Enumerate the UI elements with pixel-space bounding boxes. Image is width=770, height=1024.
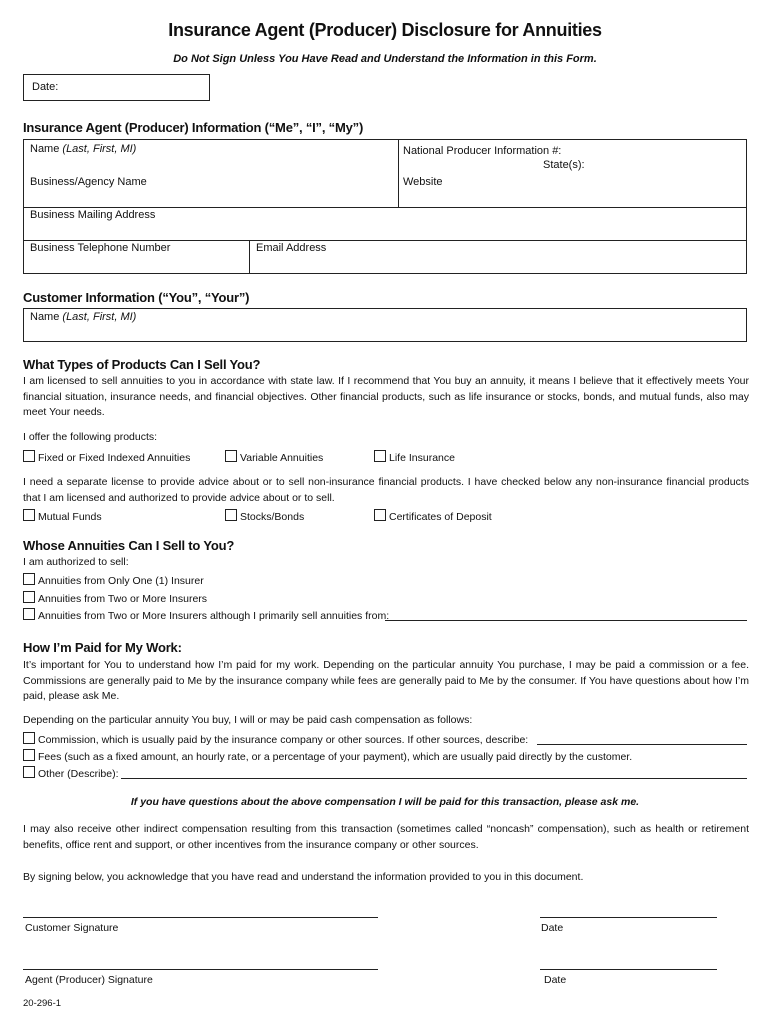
whose-intro: I am authorized to sell: [23, 556, 129, 568]
website-label[interactable]: Website [403, 176, 443, 188]
agent-date-line[interactable] [540, 969, 717, 970]
option-mutual-funds[interactable]: Mutual Funds [23, 509, 102, 523]
acknowledge-text: By signing below, you acknowledge that you have read and understand the information provided to you in this document. [23, 871, 584, 883]
checkbox[interactable] [23, 573, 35, 585]
customer-heading: Customer Information (“You”, “Your”) [23, 290, 250, 305]
customer-name-hint: (Last, First, MI) [62, 311, 137, 323]
indirect-compensation-text: I may also receive other indirect compensation resulting from this transaction (sometimes called “noncash” compensation), such as health or retirement benefits, office rent and support, or other incentives from the insurance company or other sources. [23, 823, 749, 851]
products-heading: What Types of Products Can I Sell You? [23, 357, 261, 372]
option-certificates-of-deposit[interactable]: Certificates of Deposit [374, 509, 492, 523]
agent-name-field[interactable] [30, 143, 136, 155]
state-label: State(s): [543, 159, 585, 171]
agent-signature-line[interactable] [23, 969, 378, 970]
customer-name-text [30, 311, 136, 323]
agent-signature-label: Agent (Producer) Signature [25, 974, 153, 986]
depending-text: Depending on the particular annuity You buy, I will or may be paid cash compensation as follows: [23, 714, 473, 726]
form-number: 20-296-1 [23, 998, 62, 1009]
page-title: Insurance Agent (Producer) Disclosure for Annuities [168, 20, 602, 40]
npn-label: National Producer Information #: [403, 145, 562, 157]
option-other[interactable]: Other (Describe): [23, 766, 119, 780]
option-life-insurance[interactable]: Life Insurance [374, 450, 455, 464]
npn-field[interactable] [403, 143, 603, 159]
option-stocks-bonds[interactable]: Stocks/Bonds [225, 509, 304, 523]
paid-heading: How I’m Paid for My Work: [23, 640, 182, 655]
customer-date-line[interactable] [540, 917, 717, 918]
checkbox[interactable] [23, 509, 35, 521]
date-field[interactable] [23, 74, 210, 101]
customer-date-label: Date [541, 922, 564, 934]
products-intro: I am licensed to sell annuities to you in accordance with state law. If I recommend that You buy an annuity, it means I believe that it effectively meets Your financial situation, insurance needs, and financial objectives. Other financial products, such as life insurance or stocks, bonds, and mutual funds, also may meet Your needs. [23, 375, 749, 418]
option-fees[interactable]: Fees (such as a fixed amount, an hourly rate, or a percentage of your payment), which are usually paid directly by the customer. [23, 749, 632, 763]
primary-insurer-line[interactable] [385, 620, 747, 621]
checkbox[interactable] [23, 749, 35, 761]
checkbox[interactable] [23, 591, 35, 603]
date-label: Date: [32, 81, 59, 93]
business-name-label[interactable]: Business/Agency Name [30, 176, 147, 188]
checkbox[interactable] [23, 450, 35, 462]
agent-name-hint: (Last, First, MI) [62, 143, 137, 155]
phone-label[interactable]: Business Telephone Number [30, 242, 171, 254]
other-describe-line[interactable] [121, 778, 747, 779]
option-variable-annuities[interactable]: Variable Annuities [225, 450, 323, 464]
paid-intro: It’s important for You to understand how I’m paid for my work. Depending on the particular annuity You purchase, I may be paid a commission or a fee. Commissions are generally paid to Me by the insurance company while fees are generally paid to Me by the consumer. If You have questions about how I’m paid, please ask Me. [23, 659, 749, 702]
customer-signature-label: Customer Signature [25, 922, 119, 934]
option-commission[interactable]: Commission, which is usually paid by the insurance company or other sources. If other sources, describe: [23, 732, 528, 746]
customer-signature-line[interactable] [23, 917, 378, 918]
customer-name-label: Name [30, 311, 60, 323]
checkbox[interactable] [374, 509, 386, 521]
questions-note: If you have questions about the above compensation I will be paid for this transaction, please ask me. [130, 796, 640, 808]
agent-heading: Insurance Agent (Producer) Information (“Me”, “I”, “My”) [23, 120, 364, 135]
checkbox[interactable] [225, 509, 237, 521]
option-primarily-sell[interactable]: Annuities from Two or More Insurers although I primarily sell annuities from: [23, 608, 389, 622]
commission-describe-line[interactable] [537, 744, 747, 745]
agent-name-label: Name [30, 143, 60, 155]
checkbox[interactable] [374, 450, 386, 462]
mailing-address-label[interactable]: Business Mailing Address [30, 209, 156, 221]
whose-heading: Whose Annuities Can I Sell to You? [23, 538, 235, 553]
option-fixed-annuities[interactable]: Fixed or Fixed Indexed Annuities [23, 450, 190, 464]
agent-date-label: Date [544, 974, 567, 986]
checkbox[interactable] [23, 608, 35, 620]
email-label[interactable]: Email Address [256, 242, 327, 254]
page-subtitle: Do Not Sign Unless You Have Read and Understand the Information in this Form. [173, 53, 597, 65]
option-one-insurer[interactable]: Annuities from Only One (1) Insurer [23, 573, 204, 587]
option-two-or-more-insurers[interactable]: Annuities from Two or More Insurers [23, 591, 207, 605]
offer-label: I offer the following products: [23, 431, 158, 443]
checkbox[interactable] [23, 766, 35, 778]
license-text: I need a separate license to provide advice about or to sell non-insurance financial products. I have checked below any non-insurance financial products that I am licensed and authorized to provide advice about or to sell. [23, 476, 749, 504]
checkbox[interactable] [225, 450, 237, 462]
checkbox[interactable] [23, 732, 35, 744]
